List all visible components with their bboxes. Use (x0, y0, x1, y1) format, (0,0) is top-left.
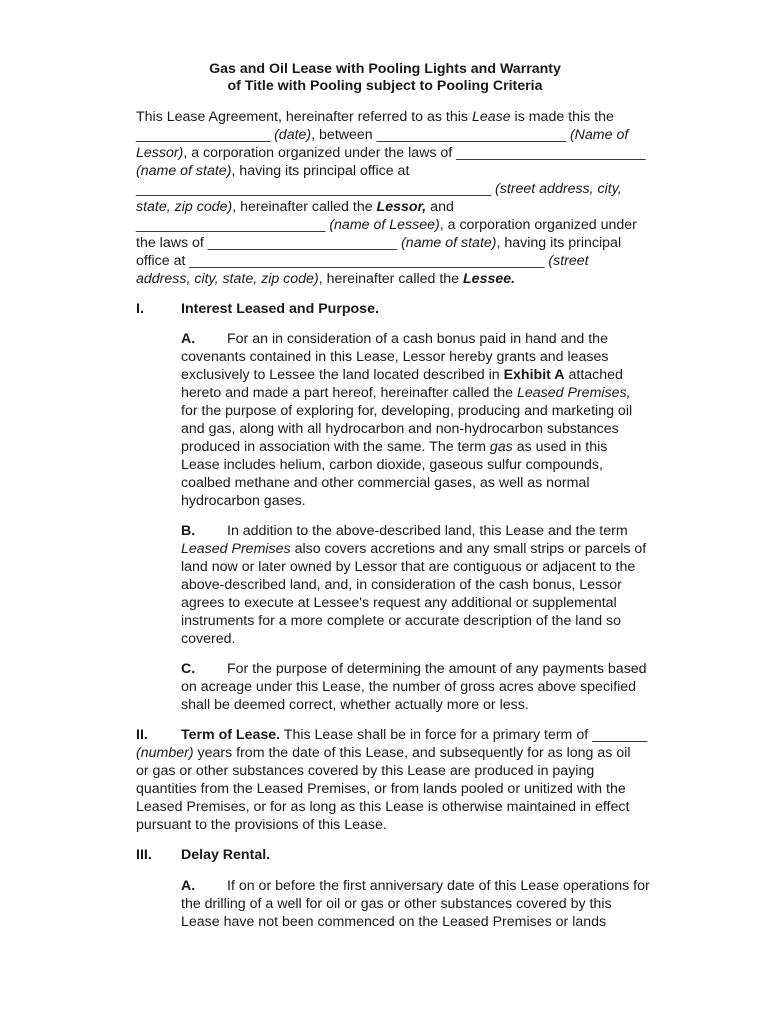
section-1c-label: C. (181, 661, 196, 677)
term-blank: _______ (592, 727, 648, 743)
section-2-line-6: pursuant to the provisions of this Lease. (136, 817, 387, 833)
intro-line-6: state, zip code), hereinafter called the Lessor, and (136, 199, 454, 215)
lessee-address-blank: _____________________________________________ (189, 253, 545, 269)
section-1-number: I. (136, 301, 144, 317)
section-1a-line-10: hydrocarbon gases. (181, 493, 306, 509)
intro-line-5: _____________________________________________ (street address, city, (136, 181, 622, 197)
intro-line-4: (name of state), having its principal office at (136, 163, 410, 179)
section-1b-line-5: agrees to execute at Lessee's request any additional or supplemental (181, 595, 617, 611)
lessor-address-blank: _____________________________________________ (136, 181, 492, 197)
section-1b-line-4: above-described land, and, in consideration of the cash bonus, Lessor (181, 577, 622, 593)
section-3-heading: Delay Rental. (181, 847, 271, 863)
section-2-number: II. (136, 727, 148, 743)
section-1a-line-6: and gas, along with all hydrocarbon and non-hydrocarbon substances (181, 421, 619, 437)
section-1b-line-1: B. In addition to the above-described land, this Lease and the term (181, 523, 628, 539)
section-1a-line-3: exclusively to Lessee the land located described in Exhibit A attached (181, 367, 623, 383)
lessee-state-blank: ________________________ (207, 235, 398, 251)
intro-line-7: ________________________ (name of Lessee), a corporation organized under (136, 217, 637, 233)
intro-line-3: Lessor), a corporation organized under the laws of ________________________ (136, 145, 646, 161)
section-1c-line-3: shall be deemed correct, whether actually more or less. (181, 697, 529, 713)
section-1a-line-8: Lease includes helium, carbon dioxide, gaseous sulfur compounds, (181, 457, 603, 473)
section-1a-line-2: covenants contained in this Lease, Lessor hereby grants and leases (181, 349, 609, 365)
intro-line-9: office at _____________________________________________ (street (136, 253, 589, 269)
section-1a-label: A. (181, 331, 196, 347)
section-1a-line-5: for the purpose of exploring for, developing, producing and marketing oil (181, 403, 633, 419)
intro-line-1: This Lease Agreement, hereinafter referred to as this Lease is made this the (136, 109, 614, 125)
lessor-name-blank: ________________________ (376, 127, 566, 143)
lessor-state-blank: ________________________ (456, 145, 646, 161)
section-3a-label: A. (181, 878, 196, 894)
section-2-line-3: or gas or other substances covered by this Lease are produced in paying (136, 763, 595, 779)
section-3a-line-2: the drilling of a well for oil or gas or other substances covered by this (181, 896, 612, 912)
section-2-line-4: quantities from the Leased Premises, or from lands pooled or unitized with the (136, 781, 626, 797)
section-1b-line-6: instruments for a more complete or accurate description of the land so (181, 613, 622, 629)
section-1a-line-9: coalbed methane and other commercial gases, as well as normal (181, 475, 590, 491)
intro-line-8: the laws of ________________________ (name of state), having its principal (136, 235, 622, 251)
section-1b-line-7: covered. (181, 631, 236, 647)
section-1-heading: Interest Leased and Purpose. (181, 301, 379, 317)
section-1a-line-4: hereto and made a part hereof, hereinafter called the Leased Premises, (181, 385, 631, 401)
section-1b-line-3: land now or later owned by Lessor that are contiguous or adjacent to the (181, 559, 636, 575)
intro-line-10: address, city, state, zip code), hereinafter called the Lessee. (136, 271, 516, 287)
section-2-heading: Term of Lease. (181, 727, 281, 743)
section-1c-line-1: C. For the purpose of determining the amount of any payments based (181, 661, 647, 677)
section-1a-line-7: produced in association with the same. The term gas as used in this (181, 439, 608, 455)
lessee-name-blank: ________________________ (136, 217, 326, 233)
section-3a-line-3: Lease have not been commenced on the Leased Premises or lands (181, 914, 607, 930)
section-3-number: III. (136, 847, 152, 863)
section-2-line-2: (number) years from the date of this Lease, and subsequently for as long as oil (136, 745, 631, 761)
section-1b-line-2: Leased Premises also covers accretions and any small strips or parcels of (181, 541, 647, 557)
section-2-line-5: Leased Premises, or for as long as this Lease is otherwise maintained in effect (136, 799, 630, 815)
section-3a-line-1: A. If on or before the first anniversary date of this Lease operations for (181, 878, 650, 894)
intro-line-2: _________________ (date), between ________________________ (Name of (136, 127, 629, 143)
document-title-line-1: Gas and Oil Lease with Pooling Lights and Warranty (209, 61, 561, 77)
document-title-line-2: of Title with Pooling subject to Pooling Criteria (227, 78, 543, 94)
section-1a-line-1: A. For an in consideration of a cash bonus paid in hand and the (181, 331, 608, 347)
date-blank: _________________ (136, 127, 271, 143)
section-1b-label: B. (181, 523, 196, 539)
section-1c-line-2: on acreage under this Lease, the number of gross acres above specified (181, 679, 637, 695)
section-2-line-1: Term of Lease. This Lease shall be in force for a primary term of _______ (181, 727, 648, 743)
